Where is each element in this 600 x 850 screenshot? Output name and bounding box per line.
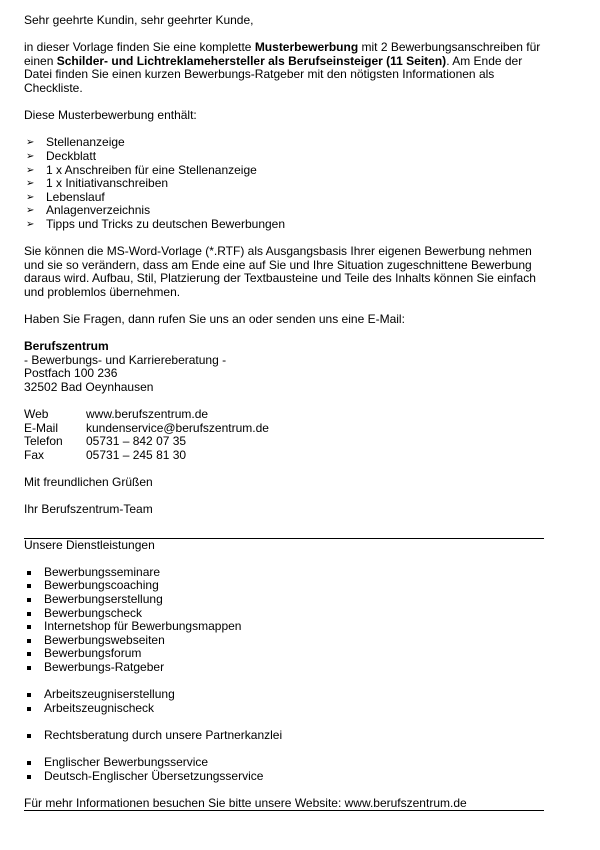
list-item: ➢ Deckblatt bbox=[26, 148, 97, 163]
list-item: ➢ Stellenanzeige bbox=[26, 135, 125, 150]
list-item: ➢ Anlagenverzeichnis bbox=[26, 203, 151, 218]
intro-bold-2: Schilder- und Lichtreklamehersteller als Berufseinsteiger (11 Seiten) bbox=[56, 53, 447, 68]
contact-value: 05731 – 842 07 35 bbox=[86, 434, 187, 449]
address-street: Postfach 100 236 bbox=[24, 366, 118, 381]
square-bullet-icon bbox=[27, 584, 31, 588]
square-bullet-icon bbox=[27, 612, 31, 616]
list-item: Arbeitszeugnischeck bbox=[24, 702, 544, 716]
contact-value: www.berufszentrum.de bbox=[86, 407, 209, 422]
contact-value: 05731 – 245 81 30 bbox=[86, 448, 187, 462]
square-bullet-icon bbox=[27, 571, 31, 575]
signature: Ihr Berufszentrum-Team bbox=[24, 502, 153, 517]
list-item: Bewerbungserstellung bbox=[24, 593, 544, 607]
intro-text-1: in dieser Vorlage finden Sie eine komplette bbox=[24, 40, 255, 55]
contact-label: Web bbox=[24, 407, 49, 422]
contact-row-email bbox=[24, 422, 544, 436]
questions-paragraph: Haben Sie Fragen, dann rufen Sie uns an oder senden uns eine E-Mail: bbox=[24, 312, 405, 327]
list-item: Bewerbungscoaching bbox=[24, 579, 544, 593]
services-list-main bbox=[24, 566, 544, 675]
contents-list bbox=[24, 136, 544, 231]
document-page bbox=[24, 14, 544, 811]
closing: Mit freundlichen Grüßen bbox=[24, 475, 153, 490]
contact-row-fax bbox=[24, 449, 544, 463]
list-item: ➢ 1 x Anschreiben für eine Stellenanzeige bbox=[26, 162, 257, 177]
list-item: Deutsch-Englischer Übersetzungsservice bbox=[24, 770, 544, 784]
services-heading: Unsere Dienstleistungen bbox=[24, 537, 155, 552]
list-item: Bewerbungsseminare bbox=[24, 566, 544, 580]
list-item: ➢ Lebenslauf bbox=[26, 189, 105, 204]
list-item: Englischer Bewerbungsservice bbox=[24, 756, 544, 770]
contact-value: kundenservice@berufszentrum.de bbox=[86, 420, 269, 435]
arrow-bullet-icon: ➢ bbox=[26, 191, 35, 203]
arrow-bullet-icon: ➢ bbox=[26, 205, 35, 217]
list-item: ➢ Tipps und Tricks zu deutschen Bewerbungen bbox=[26, 216, 286, 231]
contents-heading: Diese Musterbewerbung enthält: bbox=[24, 108, 197, 123]
square-bullet-icon bbox=[27, 666, 31, 670]
list-item: Bewerbungswebseiten bbox=[24, 634, 544, 648]
contact-block bbox=[24, 408, 544, 462]
services-list-certificates bbox=[24, 688, 544, 715]
arrow-bullet-icon: ➢ bbox=[26, 164, 35, 176]
list-item: Arbeitszeugniserstellung bbox=[24, 688, 544, 702]
square-bullet-icon bbox=[27, 639, 31, 643]
company-name: Berufszentrum bbox=[24, 339, 109, 354]
usage-paragraph: Sie können die MS-Word-Vorlage (*.RTF) als Ausgangsbasis Ihrer eigenen Bewerbung nehmen und sie so verändern, dass am Ende eine auf Sie und Ihre Situation zugeschnittene Bewerbung daraus wird. Aufbau, Stil, Platzierung der Textbausteine und Teile des Inhalts können Sie einfach und problemlos übernehmen. bbox=[24, 244, 536, 299]
square-bullet-icon bbox=[27, 652, 31, 656]
contact-row-phone bbox=[24, 435, 544, 449]
intro-bold-1: Musterbewerbung bbox=[254, 40, 359, 55]
company-tagline: - Bewerbungs- und Karriereberatung - bbox=[24, 352, 227, 367]
arrow-bullet-icon: ➢ bbox=[26, 178, 35, 190]
address-block bbox=[24, 340, 544, 394]
intro-text-3: . Am Ende der Datei finden Sie einen kurzen Bewerbungs-Ratgeber mit den nötigsten Informationen als Checkliste. bbox=[24, 53, 523, 95]
footer-text: Für mehr Informationen besuchen Sie bitte unsere Website: www.berufszentrum.de bbox=[24, 795, 467, 810]
arrow-bullet-icon: ➢ bbox=[26, 137, 35, 149]
square-bullet-icon bbox=[27, 598, 31, 602]
list-item: Bewerbungscheck bbox=[24, 607, 544, 621]
contact-row-web bbox=[24, 408, 544, 422]
list-item: Bewerbungsforum bbox=[24, 647, 544, 661]
contact-label: E-Mail bbox=[24, 420, 59, 435]
intro-paragraph bbox=[24, 41, 544, 95]
square-bullet-icon bbox=[27, 761, 31, 765]
square-bullet-icon bbox=[27, 734, 31, 738]
arrow-bullet-icon: ➢ bbox=[26, 218, 35, 230]
list-item: Rechtsberatung durch unsere Partnerkanzlei bbox=[24, 729, 544, 743]
services-list-legal bbox=[24, 729, 544, 743]
contact-label: Fax bbox=[24, 448, 45, 462]
list-item: Internetshop für Bewerbungsmappen bbox=[24, 620, 544, 634]
square-bullet-icon bbox=[27, 707, 31, 711]
arrow-bullet-icon: ➢ bbox=[26, 150, 35, 162]
address-city: 32502 Bad Oeynhausen bbox=[24, 380, 154, 395]
square-bullet-icon bbox=[27, 693, 31, 697]
intro-text-2: mit 2 Bewerbungsanschreiben für einen bbox=[24, 40, 541, 68]
list-item: Bewerbungs-Ratgeber bbox=[24, 661, 544, 675]
footer-divider-line bbox=[24, 810, 544, 811]
contact-label: Telefon bbox=[24, 434, 63, 449]
square-bullet-icon bbox=[27, 625, 31, 629]
square-bullet-icon bbox=[27, 775, 31, 779]
services-list-english bbox=[24, 756, 544, 783]
list-item: ➢ 1 x Initiativanschreiben bbox=[26, 176, 169, 191]
greeting: Sehr geehrte Kundin, sehr geehrter Kunde, bbox=[24, 13, 254, 27]
